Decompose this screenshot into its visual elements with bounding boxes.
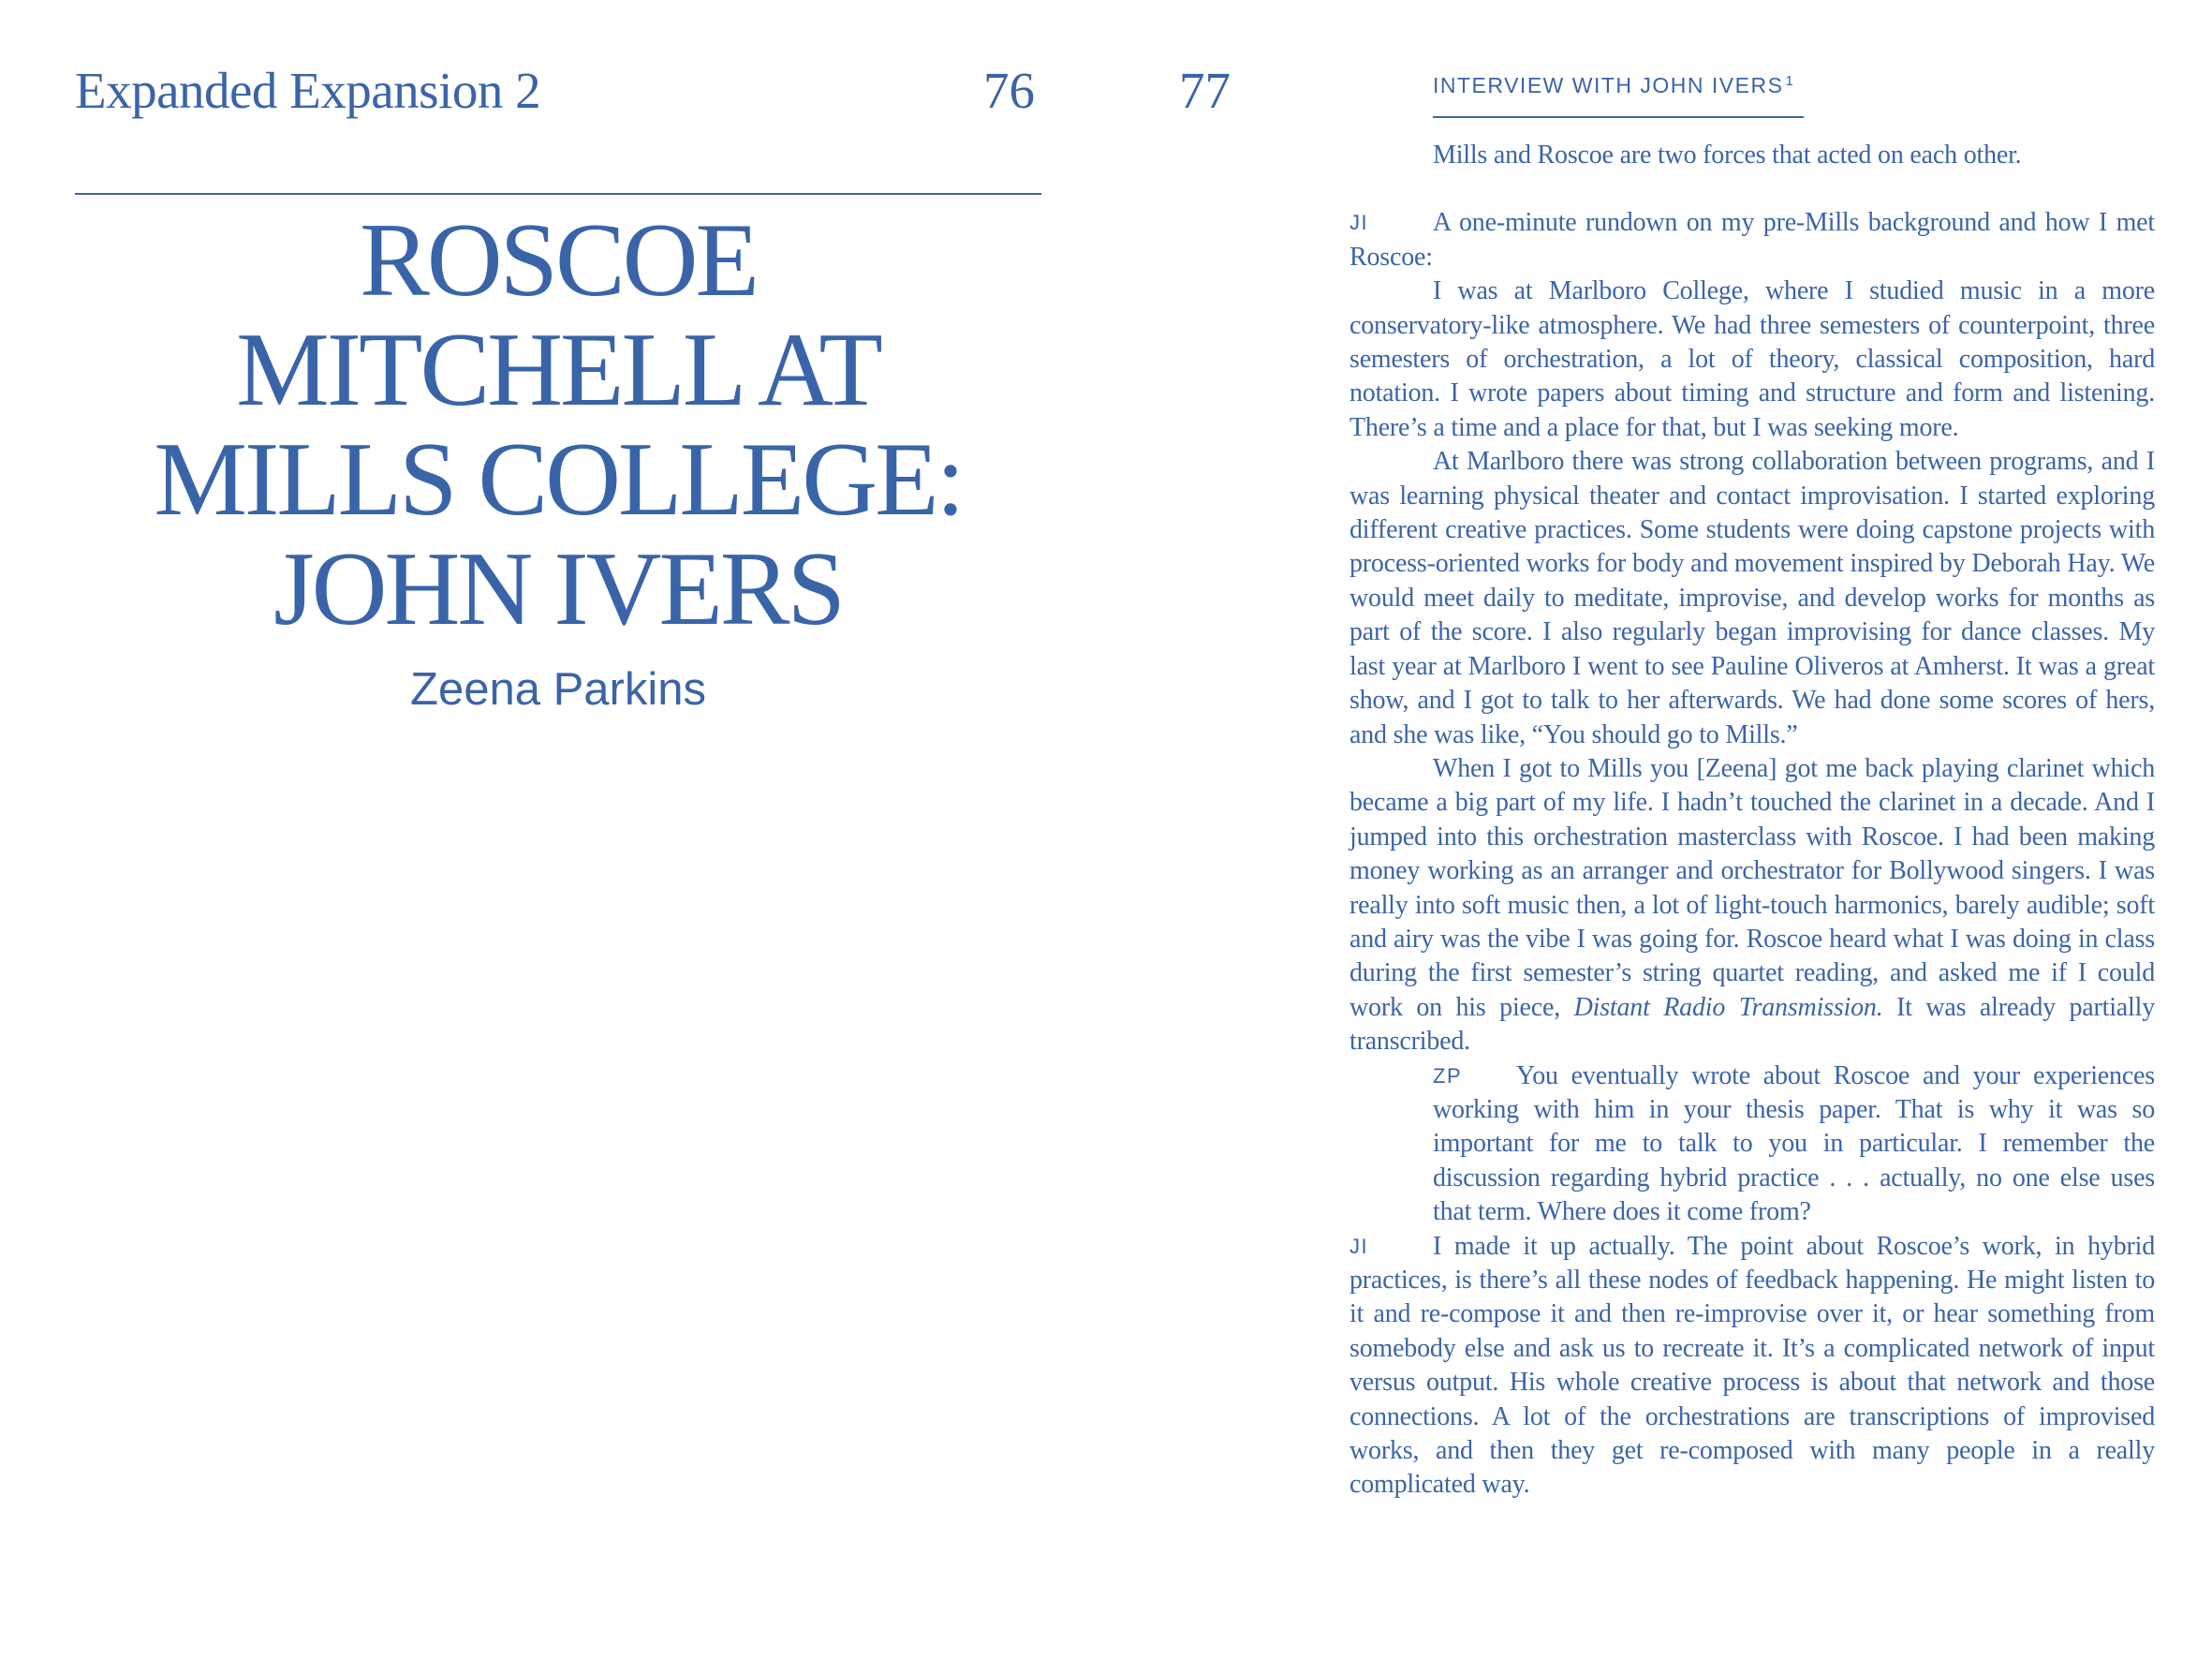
page-number-left: 76 [983,62,1035,119]
question-block [1349,1059,2155,1230]
speaker-label-zp: ZP [1433,1063,1463,1088]
answer-paragraph: A one-minute rundown on my pre-Mills background and how I met Roscoe: [1349,208,2155,272]
answer-block [1349,1230,2155,1503]
interview-body [1349,139,2155,1503]
question-paragraph: You eventually wrote about Roscoe and your experiences working with him in your thesis paper. That is why it was so important for me to talk to you in particular. I remember the discussion regarding hybrid practice . . . actually, no one else uses that term. Where does it come from? [1433,1060,2155,1227]
right-page [1106,0,2212,1659]
author-name: Zeena Parkins [410,664,706,715]
answer-paragraph [1349,752,2155,1059]
chapter-title-line: MILLS COLLEGE: [154,422,963,538]
intro-line: Mills and Roscoe are two forces that acted on each other. [1433,141,2022,170]
footnote-marker[interactable]: 1 [1785,73,1793,89]
chapter-title [75,202,1041,647]
running-head-text: INTERVIEW WITH JOHN IVERS [1433,73,1784,97]
book-title: Expanded Expansion 2 [75,62,541,119]
page-number-right: 77 [1179,62,1231,119]
work-title: Distant Radio Transmission. [1573,992,1883,1022]
answer-paragraph: I was at Marlboro College, where I studied music in a more conservatory-like atmosphere. We had three semesters of counterpoint, three semesters of orchestration, a lot of theory, classical composition, hard notation. I wrote papers about timing and structure and form and listening. There’s a time and a place for that, but I was seeking more. [1349,276,2155,442]
answer-text: When I got to Mills you [Zeena] got me back playing clarinet which became a big part of my life. I hadn’t touched the clarinet in a decade. And I jumped into this orchestration masterclass with Roscoe. I had been making money working as an arranger and orchestrator for Bollywood singers. I was really into soft music then, a lot of light-touch harmonics, barely audible; soft and airy was the vibe I was going for. Roscoe heard what I was doing in class during the first semester’s string quartet reading, and asked me if I could work on his piece, [1349,753,2155,1022]
title-rule [75,193,1041,195]
answer-paragraph: At Marlboro there was strong collaboration between programs, and I was learning physical theater and contact improvisation. I started exploring different creative practices. Some students were doing capstone projects with process-oriented works for body and movement inspired by Deborah Hay. We would meet daily to meditate, improvise, and develop works for months as part of the score. I also regularly began improvising for dance classes. My last year at Marlboro I went to see Pauline Oliveros at Amherst. It was a great show, and I got to talk to her afterwards. We had done some scores of hers, and she was like, “You should go to Mills.” [1349,447,2155,749]
running-head-rule [1433,116,1804,118]
running-head [1433,71,1793,99]
answer-block [1349,206,2155,1059]
speaker-label-ji: JI [1349,1234,1369,1258]
chapter-title-line: MITCHELL AT [236,312,880,428]
answer-text: It was already partially transcribed. [1349,992,2155,1057]
chapter-title-line: JOHN IVERS [273,531,843,647]
speaker-label-ji: JI [1349,211,1369,235]
chapter-title-line: ROSCOE [360,202,757,318]
answer-paragraph: I made it up actually. The point about Roscoe’s work, in hybrid practices, is there’s all these nodes of feedback happening. He might listen to it and re-compose it and then re-improvise over it, or hear something from somebody else and ask us to recreate it. It’s a complicated network of input versus output. His whole creative process is about that network and those connections. A lot of the orchestrations are transcriptions of improvised works, and then they get re-composed with many people in a really complicated way. [1349,1231,2155,1500]
